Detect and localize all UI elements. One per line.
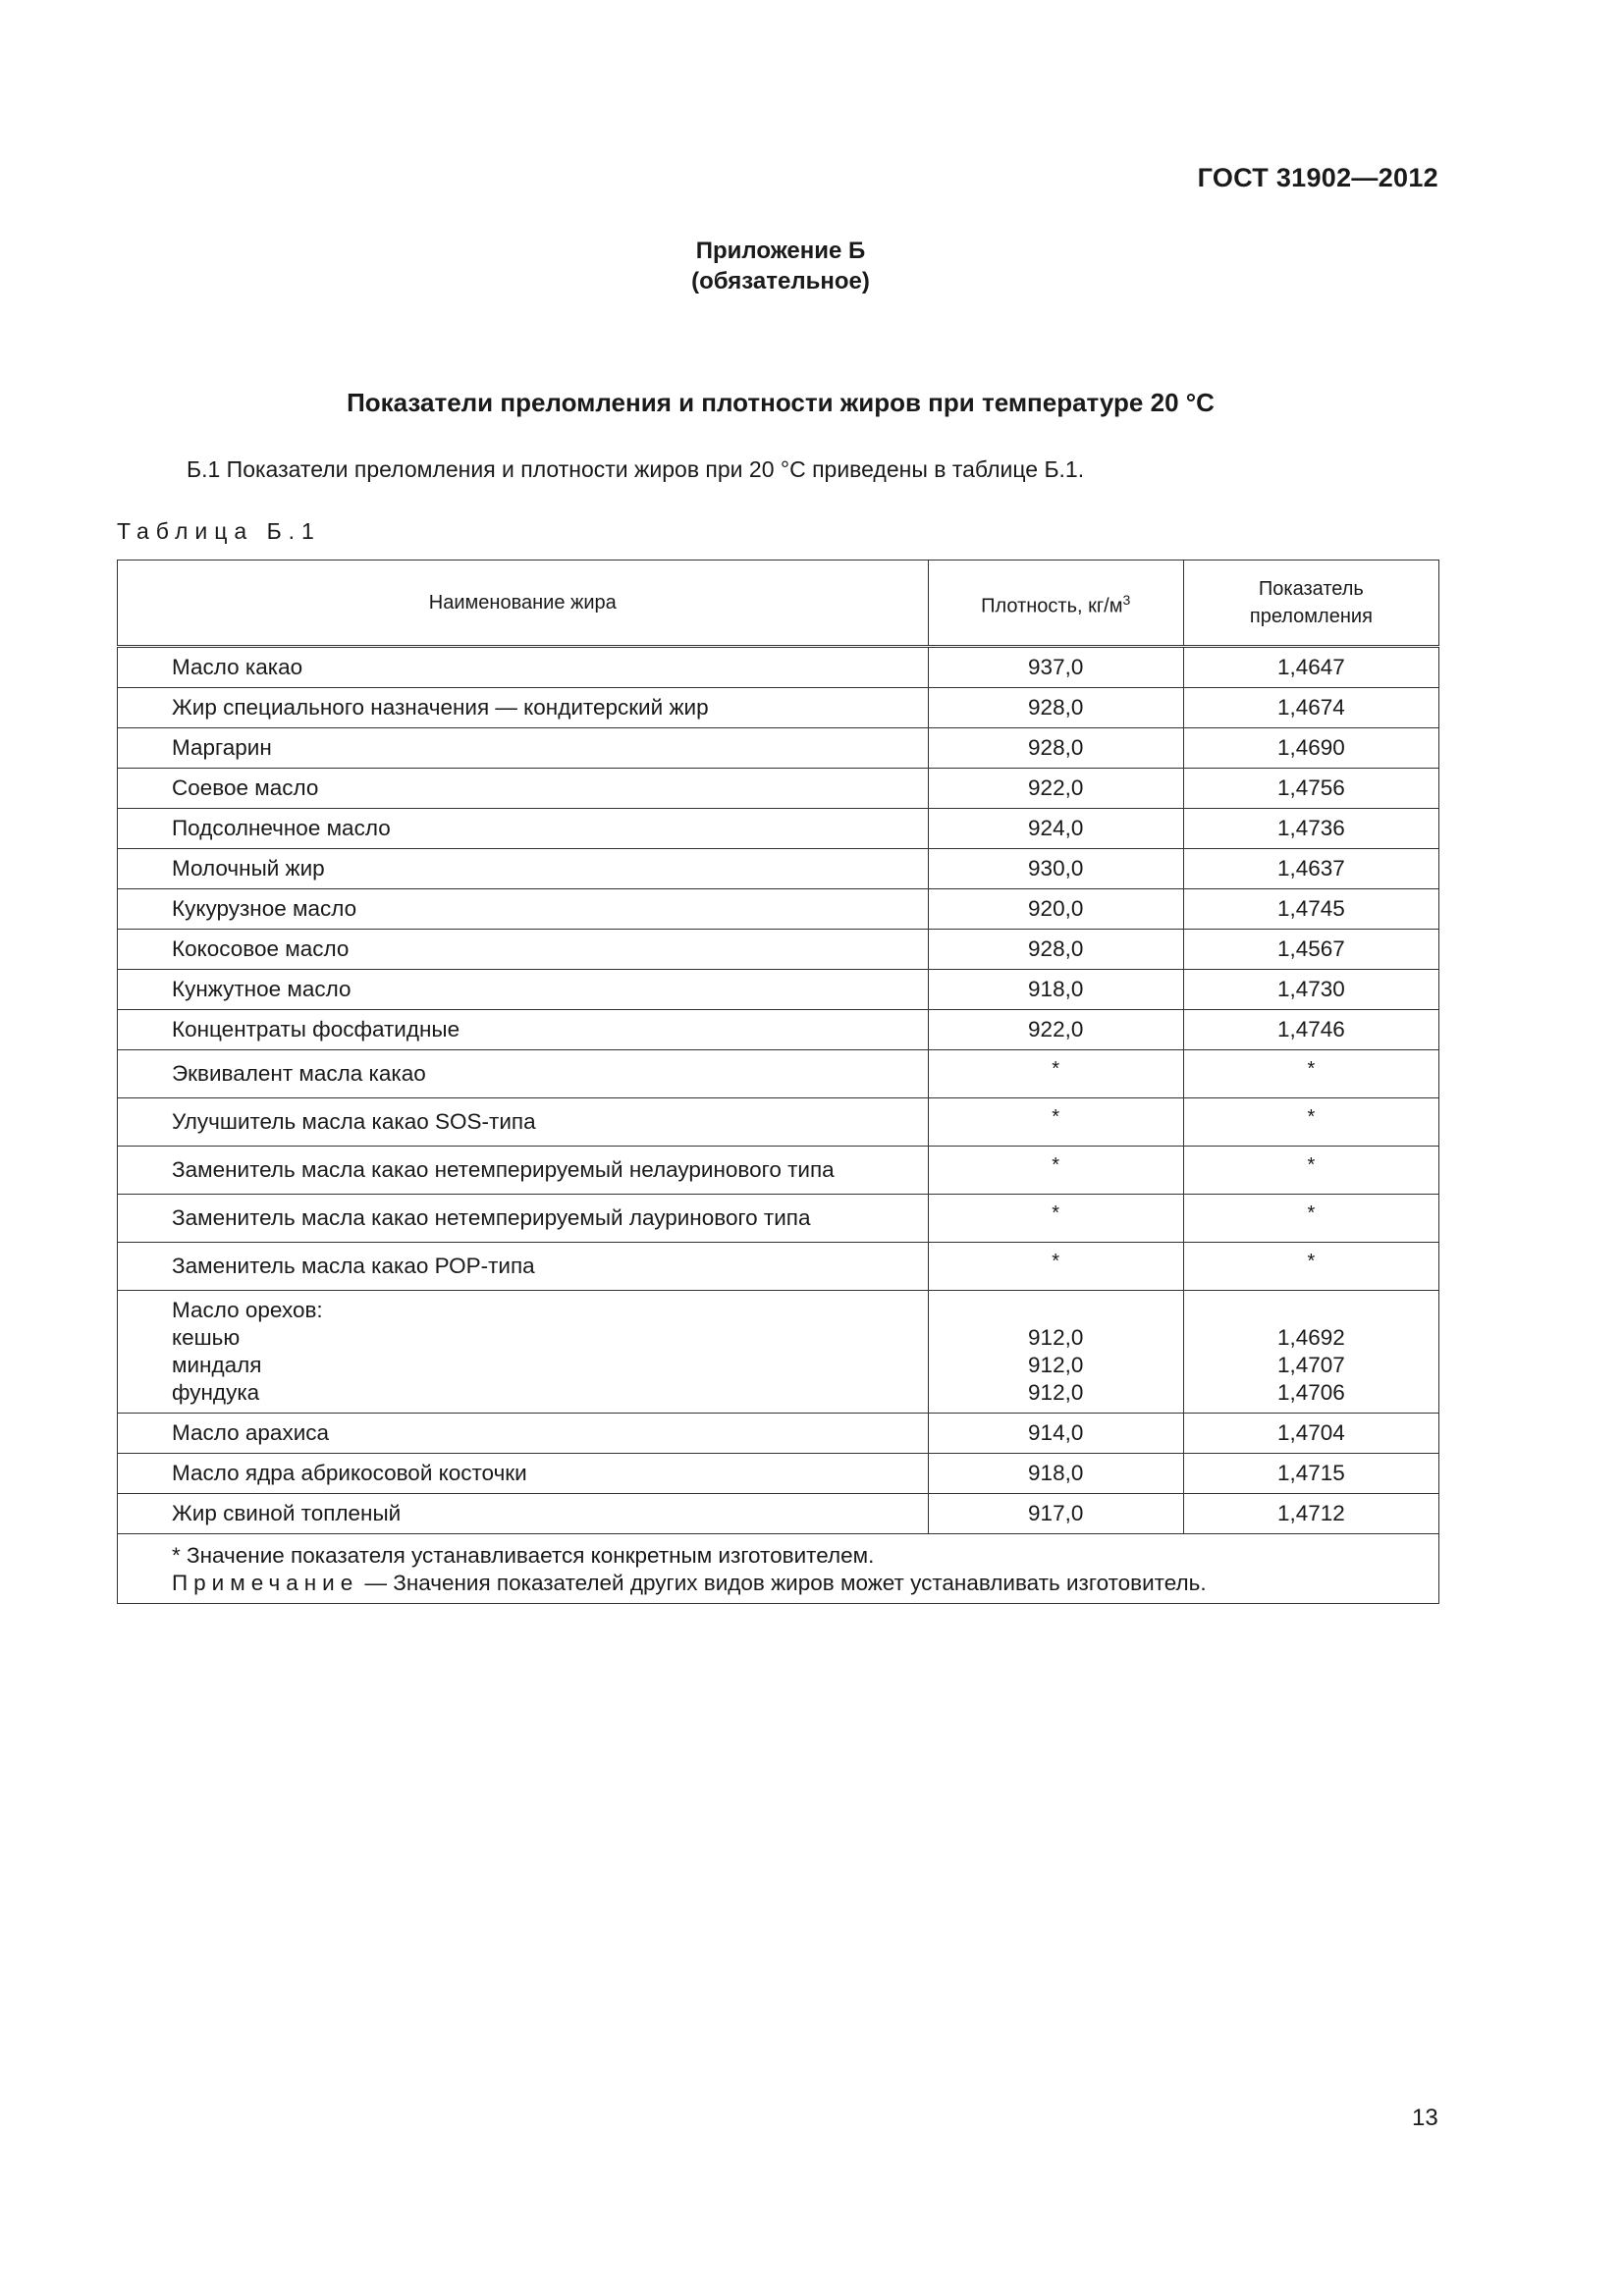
fat-name-cell: Маргарин <box>118 728 929 769</box>
intro-paragraph: Б.1 Показатели преломления и плотности жиров при 20 °С приведены в таблице Б.1. <box>187 456 1085 482</box>
refractive-index-cell: * <box>1183 1098 1438 1147</box>
table-row <box>118 1147 1439 1195</box>
table-footnote <box>118 1534 1439 1604</box>
nut-refractive-index: 1,4707 <box>1276 1353 1345 1377</box>
fat-name-cell: Соевое масло <box>118 769 929 809</box>
density-cell: 930,0 <box>928 849 1183 889</box>
nut-density: 912,0 <box>1028 1353 1084 1377</box>
refractive-index-cell: 1,4715 <box>1183 1454 1438 1494</box>
table-row <box>118 688 1439 728</box>
density-cell: * <box>928 1243 1183 1291</box>
fat-name-cell: Масло какао <box>118 647 929 688</box>
density-cell: 928,0 <box>928 688 1183 728</box>
refractive-index-cell: 1,4690 <box>1183 728 1438 769</box>
document-code: ГОСТ 31902—2012 <box>1197 163 1438 192</box>
table-row <box>118 1195 1439 1243</box>
fat-properties-table <box>117 560 1439 1604</box>
nut-density: 912,0 <box>1028 1380 1084 1405</box>
nut-refractive-index: 1,4692 <box>1276 1325 1345 1350</box>
nut-name: миндаля <box>172 1353 262 1377</box>
fat-name-cell: Молочный жир <box>118 849 929 889</box>
density-cell: 922,0 <box>928 769 1183 809</box>
table-row <box>118 930 1439 970</box>
refractive-index-cell: 1,4674 <box>1183 688 1438 728</box>
fat-name-cell: Заменитель масла какао РОР-типа <box>118 1243 929 1291</box>
nut-name: фундука <box>172 1380 260 1405</box>
density-cell: * <box>928 1050 1183 1098</box>
fat-name-cell: Кунжутное масло <box>118 970 929 1010</box>
fat-name-cell: Заменитель масла какао нетемперируемый лауринового типа <box>118 1195 929 1243</box>
nut-group-title: Масло орехов: <box>172 1298 323 1322</box>
fat-name-cell <box>118 1291 929 1414</box>
fat-name-cell: Улучшитель масла какао SOS-типа <box>118 1098 929 1147</box>
header-refractive-index <box>1183 561 1438 647</box>
table-row <box>118 1494 1439 1534</box>
density-cell: 928,0 <box>928 930 1183 970</box>
header-density-label: Плотность, кг/м <box>981 595 1123 617</box>
refractive-index-cell: 1,4637 <box>1183 849 1438 889</box>
refractive-index-cell: 1,4567 <box>1183 930 1438 970</box>
table-row <box>118 1414 1439 1454</box>
refractive-index-cell: * <box>1183 1195 1438 1243</box>
refractive-index-cell: 1,4712 <box>1183 1494 1438 1534</box>
table-caption: Таблица Б.1 <box>117 518 321 544</box>
density-cell: 918,0 <box>928 1454 1183 1494</box>
table-row <box>118 970 1439 1010</box>
fat-name-cell: Заменитель масла какао нетемперируемый нелауринового типа <box>118 1147 929 1195</box>
annex-status: (обязательное) <box>691 268 870 294</box>
table-row <box>118 849 1439 889</box>
refractive-index-cell: 1,4746 <box>1183 1010 1438 1050</box>
fat-name-cell: Масло арахиса <box>118 1414 929 1454</box>
header-ri-line2: преломления <box>1249 606 1373 627</box>
table-row <box>118 728 1439 769</box>
table-row <box>118 1050 1439 1098</box>
table-row <box>118 889 1439 930</box>
refractive-index-cell: 1,4745 <box>1183 889 1438 930</box>
nut-name: кешью <box>172 1325 241 1350</box>
density-cell: * <box>928 1147 1183 1195</box>
table-header-row <box>118 561 1439 647</box>
fat-name-cell: Масло ядра абрикосовой косточки <box>118 1454 929 1494</box>
table-footnote-row <box>118 1534 1439 1604</box>
table-row <box>118 809 1439 849</box>
density-cell: 937,0 <box>928 647 1183 688</box>
density-cell: 922,0 <box>928 1010 1183 1050</box>
note-prefix: Примечание <box>172 1571 359 1595</box>
table-row-nut-oils <box>118 1291 1439 1414</box>
note-text: — Значения показателей других видов жиров может устанавливать изготовитель. <box>358 1571 1207 1595</box>
note-line <box>172 1570 1438 1597</box>
table-row <box>118 647 1439 688</box>
density-cell: 918,0 <box>928 970 1183 1010</box>
refractive-index-cell: * <box>1183 1243 1438 1291</box>
fat-name-cell: Эквивалент масла какао <box>118 1050 929 1098</box>
refractive-index-cell: 1,4704 <box>1183 1414 1438 1454</box>
annex-heading <box>0 236 1561 296</box>
refractive-index-cell: * <box>1183 1147 1438 1195</box>
refractive-index-cell: 1,4730 <box>1183 970 1438 1010</box>
refractive-index-cell: 1,4647 <box>1183 647 1438 688</box>
fat-name-cell: Концентраты фосфатидные <box>118 1010 929 1050</box>
fat-name-cell: Подсолнечное масло <box>118 809 929 849</box>
refractive-index-cell: 1,4756 <box>1183 769 1438 809</box>
section-title: Показатели преломления и плотности жиров при температуре 20 °С <box>347 388 1215 417</box>
density-cell: 924,0 <box>928 809 1183 849</box>
density-cell: * <box>928 1195 1183 1243</box>
header-fat-name: Наименование жира <box>118 561 929 647</box>
table-row <box>118 1454 1439 1494</box>
page-number: 13 <box>1412 2105 1438 2131</box>
table-body <box>118 647 1439 1604</box>
footnote-text: * Значение показателя устанавливается конкретным изготовителем. <box>172 1543 875 1568</box>
fat-name-cell: Жир специального назначения — кондитерский жир <box>118 688 929 728</box>
density-cell: 928,0 <box>928 728 1183 769</box>
density-cell: 920,0 <box>928 889 1183 930</box>
nut-refractive-index: 1,4706 <box>1276 1380 1345 1405</box>
refractive-index-cell <box>1183 1291 1438 1414</box>
nut-density: 912,0 <box>1028 1325 1084 1350</box>
density-cell: * <box>928 1098 1183 1147</box>
refractive-index-cell: * <box>1183 1050 1438 1098</box>
table-row <box>118 1243 1439 1291</box>
fat-name-cell: Жир свиной топленый <box>118 1494 929 1534</box>
header-ri-line1: Показатель <box>1258 578 1364 600</box>
table-row <box>118 1010 1439 1050</box>
table-row <box>118 1098 1439 1147</box>
table-row <box>118 769 1439 809</box>
annex-title: Приложение Б <box>695 238 866 264</box>
fat-name-cell: Кукурузное масло <box>118 889 929 930</box>
refractive-index-cell: 1,4736 <box>1183 809 1438 849</box>
density-cell <box>928 1291 1183 1414</box>
density-cell: 917,0 <box>928 1494 1183 1534</box>
density-cell: 914,0 <box>928 1414 1183 1454</box>
header-density-sup: 3 <box>1122 591 1131 608</box>
fat-name-cell: Кокосовое масло <box>118 930 929 970</box>
header-density <box>928 561 1183 647</box>
